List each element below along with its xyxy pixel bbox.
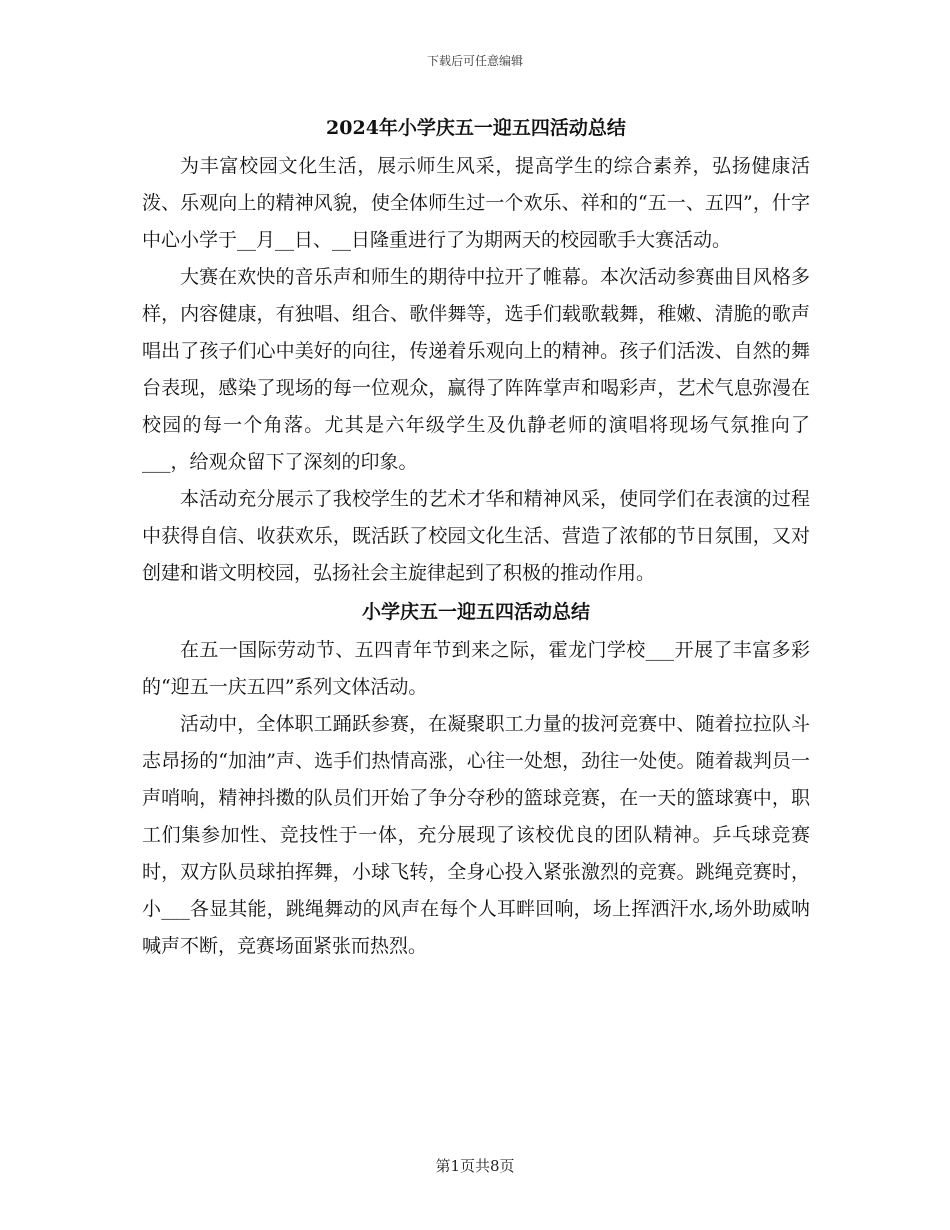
page-header-note: 下载后可任意编辑: [426, 54, 523, 68]
section2-paragraph-1: 在五一国际劳动节、五四青年节到来之际，霍龙门学校___开展了丰富多彩的“迎五一庆五四”系列文体活动。: [142, 639, 810, 698]
section1-paragraph-3: 本活动充分展示了我校学生的艺术才华和精神风采，使同学们在表演的过程中获得自信、收获欢乐，既活跃了校园文化生活、营造了浓郁的节日氛围，又对创建和谐文明校园，弘扬社会主旋律起到了积极的推动作用。: [142, 488, 810, 584]
section1-paragraph-2: 大赛在欢快的音乐声和师生的期待中拉开了帷幕。本次活动参赛曲目风格多样，内容健康，有独唱、组合、歌伴舞等，选手们载歌载舞，稚嫩、清脆的歌声唱出了孩子们心中美好的向往，传递着乐观向上的精神。孩子们活泼、自然的舞台表现，感染了现场的每一位观众，赢得了阵阵掌声和喝彩声，艺术气息弥漫在校园的每一个角落。尤其是六年级学生及仇静老师的演唱将现场气氛推向了___，给观众留下了深刻的印象。: [142, 266, 810, 473]
section1-title: 2024年小学庆五一迎五四活动总结: [326, 117, 626, 139]
section2-title: 小学庆五一迎五四活动总结: [361, 601, 590, 623]
page-number-footer: 第1页共8页: [435, 1157, 515, 1175]
section2-paragraph-2: 活动中，全体职工踊跃参赛，在凝聚职工力量的拔河竞赛中、随着拉拉队斗志昂扬的“加油”声、选手们热情高涨，心往一处想，劲往一处使。随着裁判员一声哨响，精神抖擞的队员们开始了争分夺秒的篮球竞赛，在一天的篮球赛中，职工们集参加性、竞技性于一体，充分展现了该校优良的团队精神。乒乓球竞赛时，双方队员球拍挥舞，小球飞转，全身心投入紧张激烈的竞赛。跳绳竞赛时，小___各显其能，跳绳舞动的风声在每个人耳畔回响，场上挥洒汗水,场外助威呐喊声不断，竞赛场面紧张而热烈。: [142, 713, 810, 957]
document-body: [142, 108, 810, 965]
section1-paragraph-1: 为丰富校园文化生活，展示师生风采，提高学生的综合素养，弘扬健康活泼、乐观向上的精神风貌，使全体师生过一个欢乐、祥和的“五一、五四”，什字中心小学于__月__日、__日隆重进行了为期两天的校园歌手大赛活动。: [142, 155, 810, 251]
